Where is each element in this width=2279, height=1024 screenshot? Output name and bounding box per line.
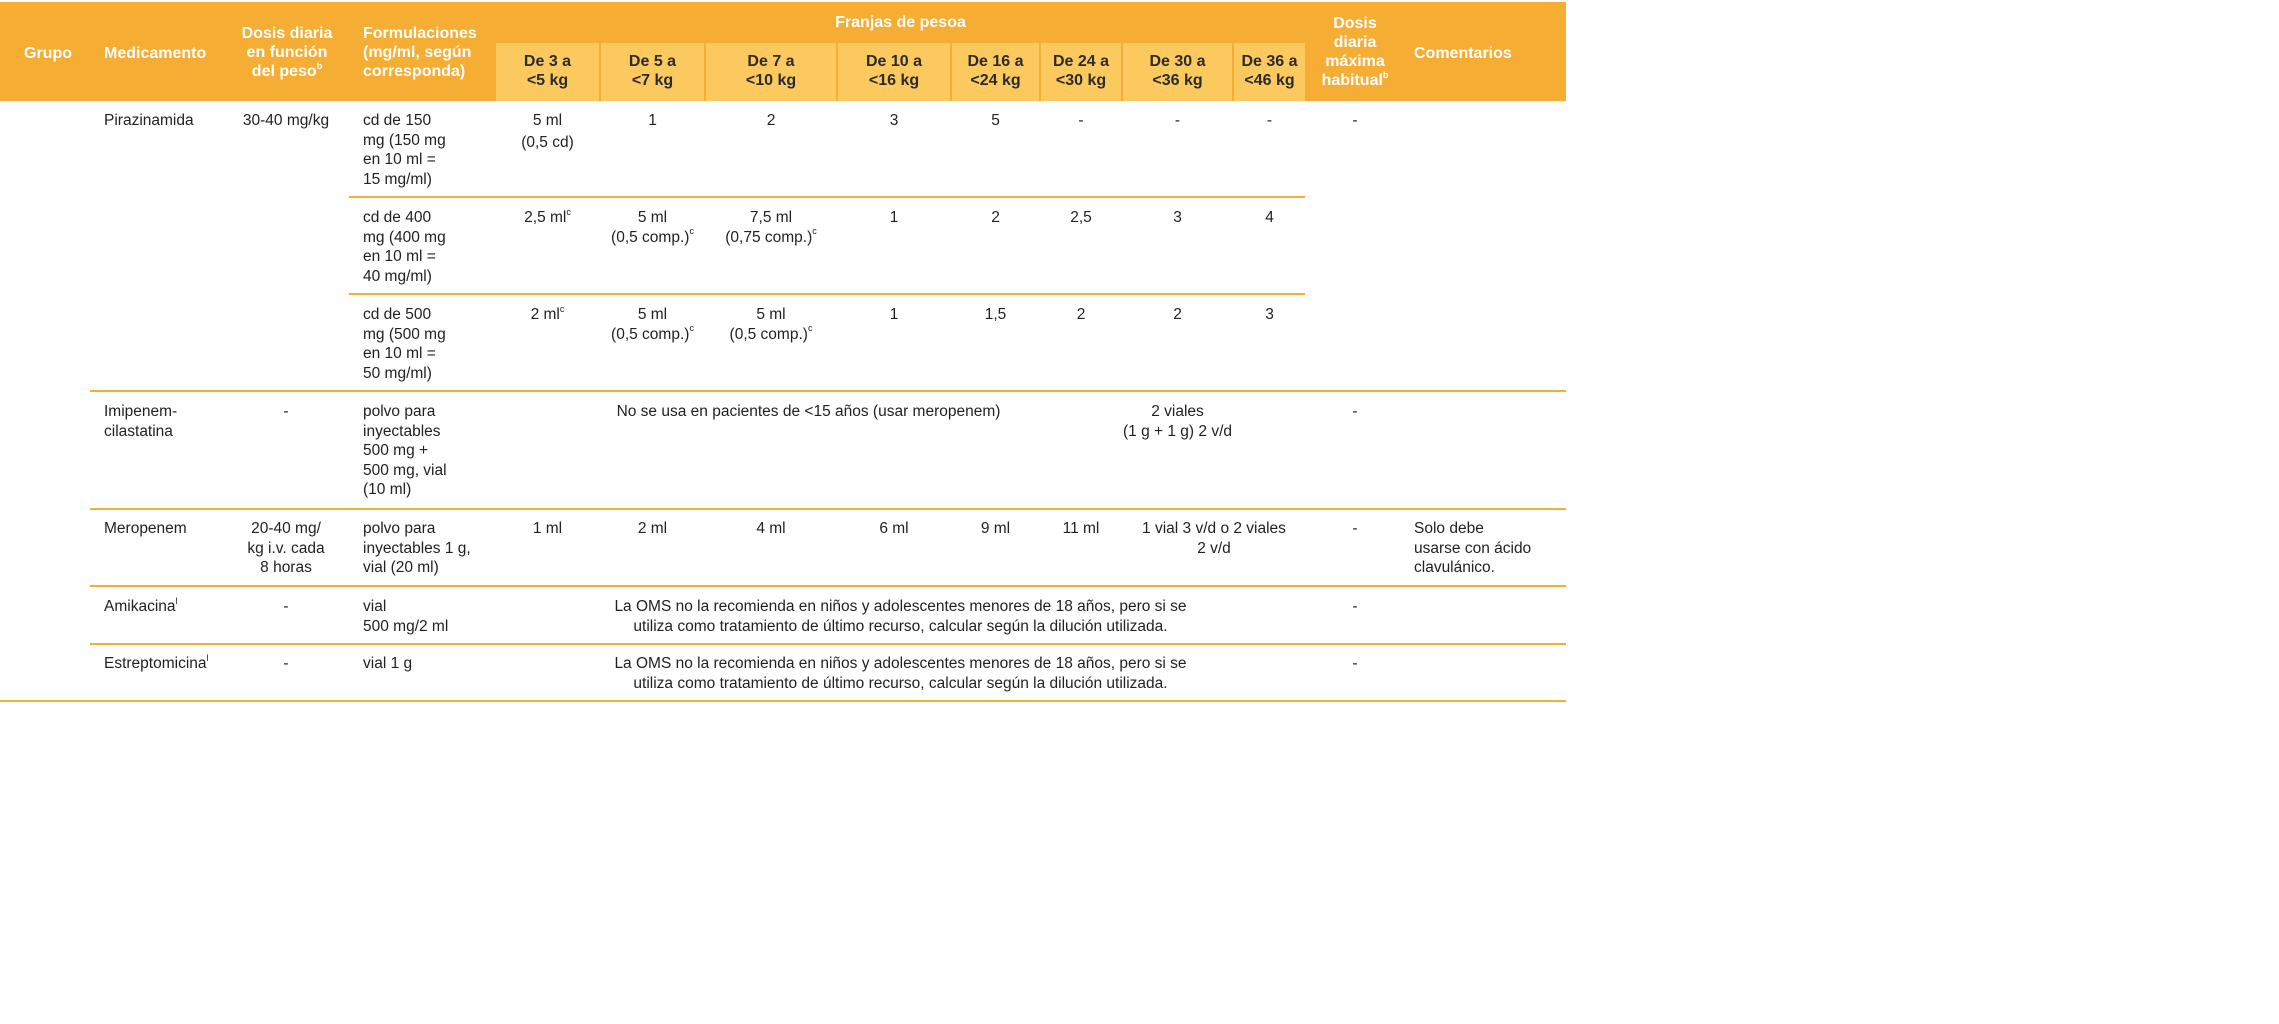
dose-cell: 5 ml (0,5 comp.)$^c$ bbox=[611, 306, 694, 343]
drug-name-amikacina: Amikacina$^l$ bbox=[104, 595, 178, 615]
dose-cell: 11 ml bbox=[1062, 520, 1100, 537]
dose-cell: 2 $ml^c$ bbox=[530, 303, 565, 323]
drug-name-estreptomicina: Estreptomicina$^l$ bbox=[104, 652, 209, 672]
dose-cell: 9 ml bbox=[980, 520, 1011, 537]
dose-cell: 3 bbox=[1265, 306, 1274, 323]
dose-cell: - bbox=[1174, 112, 1181, 129]
amikacina-who-note: La OMS no la recomienda en niños y adolescentes menores de 18 años, pero si se utiliza como tratamiento de último recurso, calcular según la dilución utilizada. bbox=[614, 598, 1187, 635]
dose-cell: - bbox=[1078, 112, 1084, 129]
dose-cell: 5 ml (0,5 comp.)$^c$ bbox=[729, 306, 813, 343]
dose-cell: 1 bbox=[889, 209, 899, 226]
dosing-table bbox=[0, 0, 1568, 704]
max-dose-estreptomicina: - bbox=[1352, 655, 1358, 672]
drug-name-meropenem: Meropenem bbox=[104, 520, 187, 537]
formulation-meropenem: polvo para inyectables 1 g, vial (20 ml) bbox=[363, 520, 471, 576]
formulation-imipenem: polvo para inyectables 500 mg + 500 mg, vial (10 ml) bbox=[363, 403, 447, 498]
dose-cell: 1 bbox=[889, 306, 899, 323]
header-dosis-diaria: Dosis diaria en función del peso$^b$ bbox=[241, 25, 333, 80]
row-divider bbox=[90, 643, 1566, 645]
formulation-500: cd de 500 mg (500 mg en 10 ml = 50 mg/ml) bbox=[363, 306, 446, 382]
dose-cell: 2,5 bbox=[1070, 209, 1092, 226]
row-divider bbox=[90, 390, 1566, 392]
max-dose-meropenem: - bbox=[1352, 520, 1358, 537]
dose-cell: 2 bbox=[991, 209, 1000, 226]
estreptomicina-who-note: La OMS no la recomienda en niños y adolescentes menores de 18 años, pero si se utiliza como tratamiento de último recurso, calcular según la dilución utilizada. bbox=[614, 655, 1187, 692]
dose-cell: 1,5 bbox=[984, 306, 1007, 323]
dose-cell: 3 bbox=[889, 112, 899, 129]
formulation-400: cd de 400 mg (400 mg en 10 ml = 40 mg/ml) bbox=[363, 209, 446, 285]
header-grupo: Grupo bbox=[24, 45, 72, 62]
row-divider bbox=[90, 508, 1566, 510]
weight-band-5-7: De 5 a <7 kg bbox=[628, 53, 677, 89]
dose-cell: 5 ml (0,5 cd) bbox=[521, 112, 574, 151]
dose-cell: 2,5 $ml^c$ bbox=[524, 206, 571, 226]
dose-cell: 7,5 ml (0,75 comp.)$^c$ bbox=[725, 209, 817, 246]
drug-name-pirazinamida: Pirazinamida bbox=[104, 112, 194, 129]
table-bottom-rule bbox=[0, 700, 1566, 702]
formulation-150: cd de 150 mg (150 mg en 10 ml = 15 mg/ml) bbox=[363, 112, 446, 188]
comment-meropenem: Solo debe usarse con ácido clavulánico. bbox=[1414, 520, 1532, 576]
weight-band-24-30: De 24 a <30 kg bbox=[1052, 53, 1110, 89]
max-dose-pirazinamida: - bbox=[1352, 112, 1358, 129]
imipenem-adult-dose: 2 viales (1 g + 1 g) 2 v/d bbox=[1123, 403, 1232, 440]
dose-cell: 2 bbox=[1076, 306, 1086, 323]
weight-band-10-16: De 10 a <16 kg bbox=[865, 53, 923, 89]
weight-band-3-5: De 3 a <5 kg bbox=[523, 53, 572, 89]
dose-cell: 1 ml bbox=[532, 520, 563, 537]
header-medicamento: Medicamento bbox=[104, 45, 207, 62]
max-dose-imipenem: - bbox=[1352, 403, 1358, 420]
dose-cell: 4 bbox=[1265, 209, 1274, 226]
header-franjas-de-peso: Franjas de pesoa bbox=[835, 14, 966, 31]
row-divider bbox=[349, 196, 1305, 198]
drug-name-imipenem: Imipenem- cilastatina bbox=[104, 403, 178, 440]
dose-imipenem: - bbox=[283, 403, 289, 420]
weight-band-7-10: De 7 a <10 kg bbox=[745, 53, 797, 89]
dose-cell: 3 bbox=[1173, 209, 1182, 226]
dose-estreptomicina: - bbox=[283, 655, 289, 672]
dose-cell: 5 bbox=[991, 112, 1000, 129]
dose-cell: 2 bbox=[1173, 306, 1182, 323]
header-formulaciones: Formulaciones (mg/ml, según corresponda) bbox=[363, 25, 477, 80]
dose-meropenem: 20-40 mg/ kg i.v. cada 8 horas bbox=[247, 520, 325, 576]
weight-band-36-46: De 36 a <46 kg bbox=[1241, 53, 1298, 89]
dose-cell: 5 ml (0,5 comp.)$^c$ bbox=[611, 209, 694, 246]
row-divider bbox=[90, 585, 1566, 587]
max-dose-amikacina: - bbox=[1352, 598, 1358, 615]
dose-cell: 2 bbox=[766, 112, 776, 129]
dose-amikacina: - bbox=[283, 598, 289, 615]
weight-band-30-36: De 30 a <36 kg bbox=[1149, 53, 1206, 89]
formulation-amikacina: vial 500 mg/2 ml bbox=[363, 598, 449, 635]
imipenem-pediatric-note: No se usa en pacientes de <15 años (usar meropenem) bbox=[616, 403, 1001, 420]
dose-cell: 2 ml bbox=[637, 520, 668, 537]
dose-cell: 4 ml bbox=[756, 520, 786, 537]
header-dosis-maxima: Dosis diaria máxima habitual$^b$ bbox=[1321, 15, 1389, 89]
dose-cell: - bbox=[1266, 112, 1273, 129]
meropenem-adult-dose: 1 vial 3 v/d o 2 viales 2 v/d bbox=[1142, 520, 1286, 557]
dose-cell: 1 bbox=[648, 112, 657, 129]
dose-pirazinamida: 30-40 mg/kg bbox=[242, 112, 330, 129]
row-divider bbox=[349, 293, 1305, 295]
header-comentarios: Comentarios bbox=[1414, 45, 1512, 62]
formulation-estreptomicina: vial 1 g bbox=[363, 655, 413, 672]
weight-band-16-24: De 16 a <24 kg bbox=[967, 53, 1024, 89]
dose-cell: 6 ml bbox=[879, 520, 909, 537]
